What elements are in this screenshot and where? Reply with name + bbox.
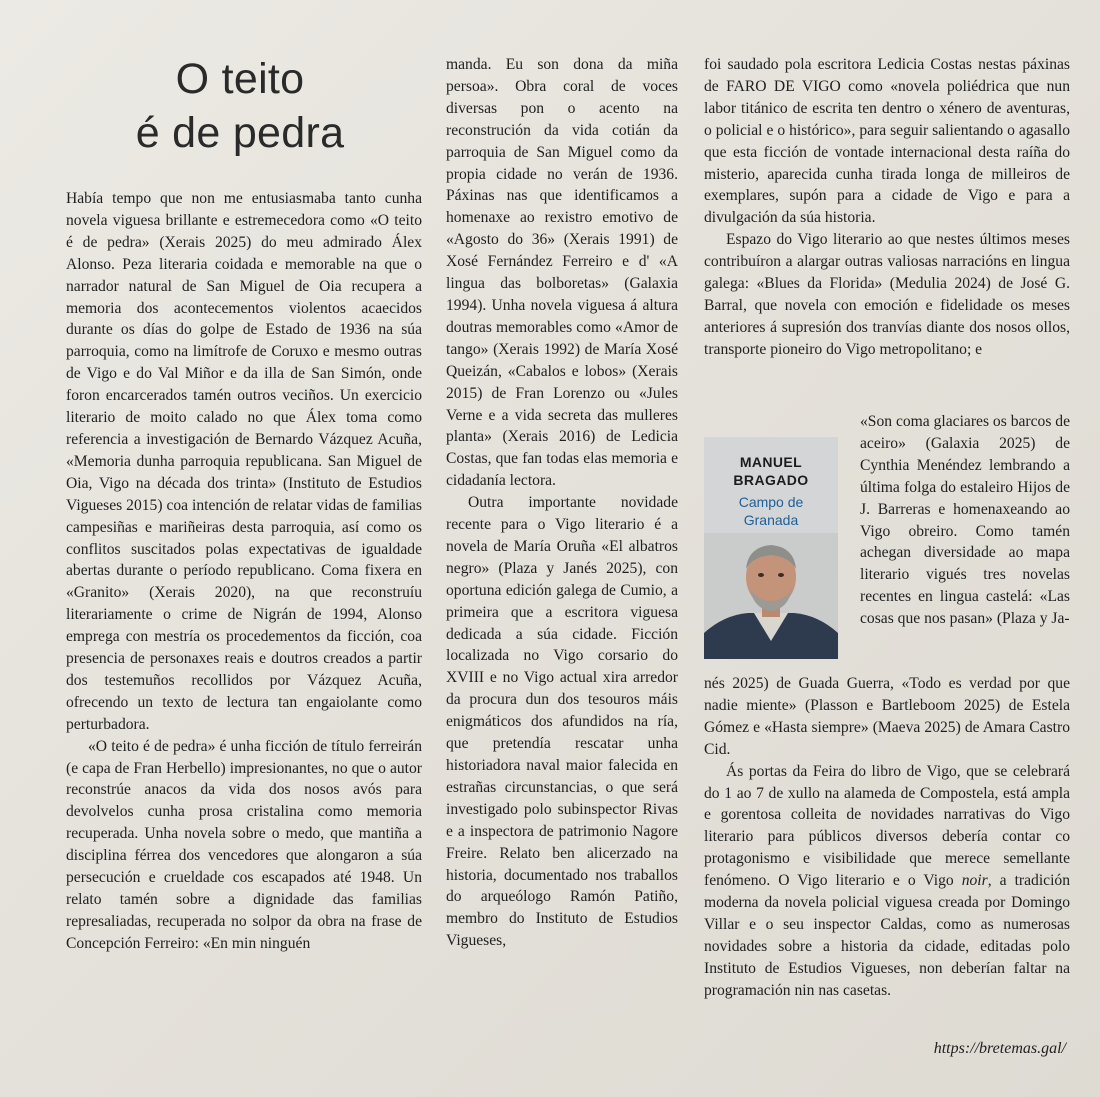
- paragraph: Outra importante novidade recente para o Vigo literario é a novela de María Oruña «El albatros negro» (Plaza y Janés 2025), con oportuna edición galega de Cumio, a primeira que a escritora viguesa dedicada a súa cidade. Ficción localizada no Vigo corsario do XVIII e no Vigo actual xira arredor da procura dun dos tesouros máis enigmáticos dos afundidos na ría, que pretendía rescatar unha historiadora naval maior falecida en estrañas circunstancias, o que será investigado polo subinspector Rivas e a inspectora de patrimonio Nagore Freire. Relato ben alicerzado na historia, documentado nos traballos do arqueólogo Ramón Patiño, membro do Instituto de Estudios Vigueses,: [446, 494, 678, 950]
- text-run: Ás portas da Feira do libro de Vigo, que se celebrará do 1 ao 7 de xullo na alameda de Compostela, está ampla e gorentosa colleita de novidades narrativas do Vigo literario para públicos diversos debería contar co protagonismo e visibilidade que merece semellante fenómeno. O Vigo literario e o Vigo: [704, 762, 1070, 890]
- paragraph: Había tempo que non me entusiasmaba tanto cunha novela viguesa brillante e estremecedora como «O teito é de pedra» (Xerais 2025) do meu admirado Álex Alonso. Peza literaria coidada e memorable na que o narrador natural de San Miguel de Oia recupera a memoria dos acontecementos violentos acaecidos durante os días do golpe de Estado de 1936 na súa parroquia, como na limítrofe de Coruxo e mesmo outras de Vigo e do Val Miñor e da illa de San Simón, onde foron encarcerados tamén outros veciños. Un exercicio literario de moito calado no que Álex toma como referencia a investigación de Bernardo Vázquez Acuña, «Memoria dunha parroquia republicana. San Miguel de Oia, Vigo na década dos trinta» (Instituto de Estudios Vigueses 2015) coa intención de relatar vidas de familias campesiñas e mariñeiras desta parroquia, así como os conflitos suscitados polas expectativas de igualdade abertas durante o período republicano. Coma fixera en «Granito» (Xerais 2020), na que reconstruíu literariamente o crime de Nigrán de 1994, Alonso emprega con mestría os procedementos da ficción, coa presencia de personaxes reais e doutros creados a partir dos testemuños recollidos por Vázquez Acuña, ofrecendo un texto de lectura tan engaiolante como perturbadora.: [66, 190, 422, 733]
- article-headline: [100, 52, 380, 160]
- column-2: [446, 54, 678, 952]
- column-3: [704, 54, 1070, 361]
- author-name: [704, 453, 838, 489]
- paragraph: «Son coma glaciares os barcos de aceiro» (Galaxia 2025) de Cynthia Menéndez lembrando a última folga do estaleiro Hijos de J. Barreras e homenaxeando ao Vigo obreiro. Como tamén achegan diversidade ao mapa literario vigués tres novelas recentes en lingua castelá: «Las cosas que nos pasan» (Plaza y Ja-: [860, 413, 1071, 628]
- paragraph: nés 2025) de Guada Guerra, «Todo es verdad por que nadie miente» (Plasson e Bartleboom 2025) de Estela Gómez e «Hasta siempre» (Maeva 2025) de Amara Castro Cid.: [704, 675, 1070, 758]
- headline-line-2: é de pedra: [135, 109, 345, 157]
- paragraph: «O teito é de pedra» é unha ficción de título ferreirán (e capa de Fran Herbello) impresionantes, no que o autor reconstrúe anacos da vida dos nosos avós para devolvelos cunha prosa cristalina como memoria recuperada. Unha novela sobre o medo, que mantiña a disciplina férrea dos vencedores que alongaron a súa persecución e crueldade cos escapados até 1948. Un relato tamén sobre a dignidade das familias represaliadas, recuperada no solpor da obra na frase de Concepción Ferreiro: «En min ninguén: [66, 737, 422, 952]
- text-run: , a tradición moderna da novela policial viguesa creada por Domingo Villar e o seu inspector Caldas, como as numerosas novidades sobre a historia da cidade, editadas polo Instituto de Estudios Vigueses, non deberían faltar na programación nin nas casetas.: [704, 872, 1070, 999]
- author-name-line: BRAGADO: [733, 472, 809, 488]
- author-photo: [704, 533, 838, 659]
- paragraph: [704, 761, 1070, 1002]
- website-url: https://bretemas.gal/: [933, 1040, 1066, 1057]
- paragraph: manda. Eu son dona da miña persoa». Obra coral de voces diversas pon o acento na reconstrución da vida cotián da parroquia de San Miguel como da propia cidade no verán de 1936. Páxinas nas que identificamos a homenaxe ao rexistro emotivo de «Agosto do 36» (Xerais 1991) de Xosé Fernández Ferreiro e d' «A lingua das bolboretas» (Galaxia 1994). Unha novela viguesa á altura doutras memorables como «Amor de tango» (Xerais 1992) de María Xosé Queizán, «Cabalos e lobos» (Xerais 2015) de Fran Lorenzo ou «Jules Verne e a vida secreta das mulleres planta» (Xerais 2016) de Ledicia Costas, que fan todas elas memoria e cidadanía lectora.: [446, 56, 678, 490]
- column-3-beside-byline: [860, 411, 1070, 630]
- column-3-bottom: [704, 673, 1070, 1002]
- section-name-line: Campo de: [738, 494, 804, 510]
- column-section-name: [704, 493, 838, 529]
- paragraph: foi saudado pola escritora Ledicia Costas nestas páxinas de FARO DE VIGO como «novela poliédrica que nun labor titánico de escrita ten dentro o xénero de aventuras, o policial e o histórico», para seguir salientando o agasallo que esta ficción de vontade internacional desta raíña do misterio, aparecida cunha tirada longa de milleiros de exemplares, supón para a cidade de Vigo e para a divulgación da súa historia.: [704, 56, 1070, 227]
- author-name-line: MANUEL: [739, 454, 803, 470]
- section-name-line: Granada: [743, 512, 799, 528]
- italic-word: noir: [961, 872, 988, 890]
- headline-line-1: O teito: [175, 55, 305, 103]
- paragraph: Espazo do Vigo literario ao que nestes últimos meses contribuíron a alargar outras valiosas narracións en lingua galega: «Blues da Florida» (Medulia 2024) de José G. Barral, que novela con emoción e fidelidade os meses anteriores á supresión dos tranvías diante dos nosos ollos, transporte pioneiro do Vigo metropolitano; e: [704, 231, 1070, 358]
- column-1: [66, 188, 422, 955]
- author-byline-box: [704, 437, 838, 659]
